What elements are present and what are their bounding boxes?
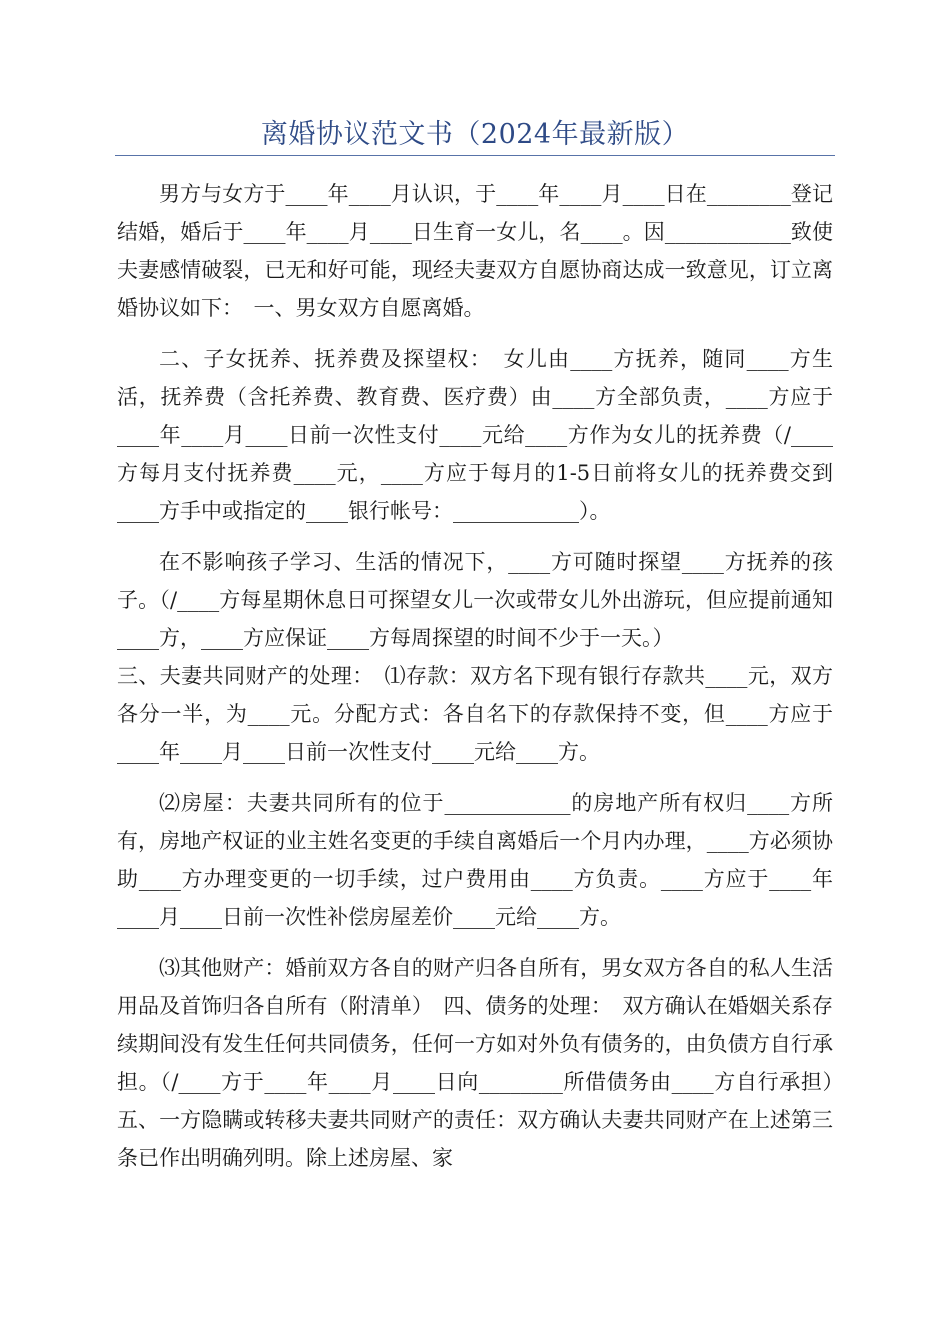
title-underline (115, 155, 835, 156)
document-title: 离婚协议范文书（2024年最新版） (260, 119, 690, 150)
paragraph-child-custody: 二、子女抚养、抚养费及探望权： 女儿由____方抚养，随同____方生活，抚养费（含托养费、教育费、医疗费）由____方全部负责，____方应于____年____月____日前一次性支付____元给____方作为女儿的抚养费（/____方每月支付抚养费____元，____方应于每月的1-5日前将女儿的抚养费交到____方手中或指定的____银行帐号：____________）。 (117, 347, 833, 523)
paragraph-property-deposits: 三、夫妻共同财产的处理： ⑴存款：双方名下现有银行存款共____元，双方各分一半，为____元。分配方式：各自名下的存款保持不变，但____方应于____年____月____日前一次性支付____元给____方。 (117, 664, 833, 764)
paragraph-visitation: 在不影响孩子学习、生活的情况下，____方可随时探望____方抚养的孩子。（/____方每星期休息日可探望女儿一次或带女儿外出游玩，但应提前通知____方，____方应保证____方每周探望的时间不少于一天。） (117, 550, 833, 650)
document-body (117, 175, 854, 1177)
paragraph-property-house: ⑵房屋：夫妻共同所有的位于____________的房地产所有权归____方所有，房地产权证的业主姓名变更的手续自离婚后一个月内办理，____方必须协助____方办理变更的一切手续，过户费用由____方负责。____方应于____年____月____日前一次性补偿房屋差价____元给____方。 (117, 791, 833, 929)
paragraph-marriage-intro: 男方与女方于____年____月认识，于____年____月____日在________登记结婚，婚后于____年____月____日生育一女儿，名____。因____________致使夫妻感情破裂，已无和好可能，现经夫妻双方自愿协商达成一致意见，订立离婚协议如下： 一、男女双方自愿离婚。 (117, 182, 833, 320)
paragraph-other-property-debts: ⑶其他财产：婚前双方各自的财产归各自所有，男女双方各自的私人生活用品及首饰归各自所有（附清单） 四、债务的处理： 双方确认在婚姻关系存续期间没有发生任何共同债务，任何一方如对外负有债务的，由负债方自行承担。（/____方于____年____月____日向________所借债务由____方自行承担） 五、一方隐瞒或转移夫妻共同财产的责任：双方确认夫妻共同财产在上述第三条已作出明确列明。除上述房屋、家 (117, 956, 854, 1170)
